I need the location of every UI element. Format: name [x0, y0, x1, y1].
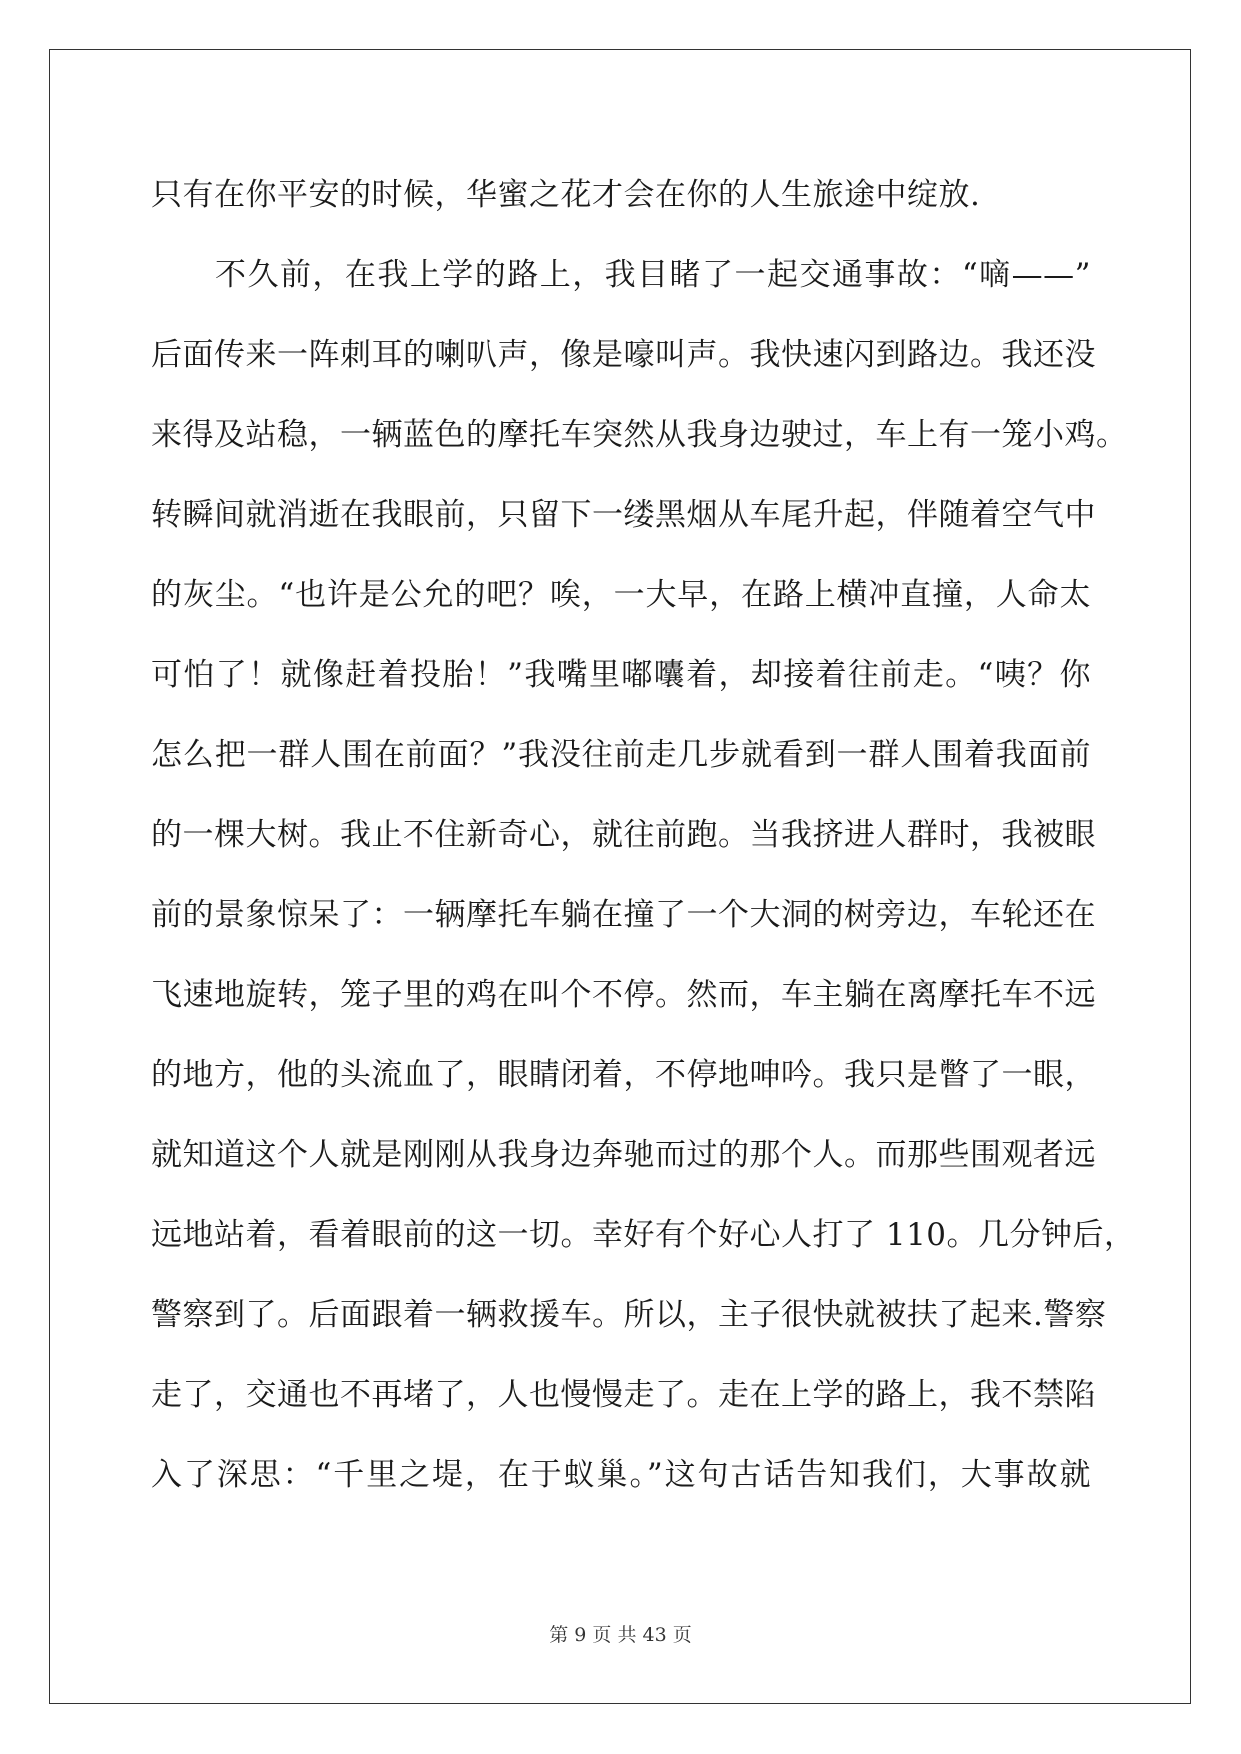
- page-footer: 第 9 页 共 43 页: [549, 1624, 692, 1646]
- text-line: 后面传来一阵刺耳的喇叭声，像是嚎叫声。我快速闪到路边。我还没: [151, 337, 1096, 373]
- text-line: 只有在你平安的时候，华蜜之花才会在你的人生旅途中绽放.: [151, 177, 981, 213]
- text-line: 的地方，他的头流血了，眼睛闭着，不停地呻吟。我只是瞥了一眼，: [151, 1057, 1096, 1093]
- text-line: 可怕了！就像赶着投胎！”我嘴里嘟囔着，却接着往前走。“咦？你: [151, 657, 1091, 693]
- text-line: 警察到了。后面跟着一辆救援车。所以，主子很快就被扶了起来.警察: [151, 1297, 1107, 1333]
- text-line: 怎么把一群人围在前面？”我没往前走几步就看到一群人围着我面前: [151, 737, 1091, 773]
- text-line: 前的景象惊呆了：一辆摩托车躺在撞了一个大洞的树旁边，车轮还在: [151, 897, 1096, 933]
- text-line: 转瞬间就消逝在我眼前，只留下一缕黑烟从车尾升起，伴随着空气中: [151, 497, 1096, 533]
- text-line: 远地站着，看着眼前的这一切。幸好有个好心人打了 110。几分钟后，: [151, 1217, 1136, 1253]
- text-line: 走了，交通也不再堵了，人也慢慢走了。走在上学的路上，我不禁陷: [151, 1377, 1096, 1413]
- text-line: 就知道这个人就是刚刚从我身边奔驰而过的那个人。而那些围观者远: [151, 1137, 1096, 1173]
- text-line: 入了深思：“千里之堤，在于蚁巢。”这句古话告知我们，大事故就: [151, 1457, 1091, 1493]
- text-line: 来得及站稳，一辆蓝色的摩托车突然从我身边驶过，车上有一笼小鸡。: [151, 417, 1128, 453]
- text-line: 的一棵大树。我止不住新奇心，就往前跑。当我挤进人群时，我被眼: [151, 817, 1096, 853]
- text-line: 的灰尘。“也许是公允的吧？唉，一大早，在路上横冲直撞，人命太: [151, 577, 1091, 613]
- text-line: 飞速地旋转，笼子里的鸡在叫个不停。然而，车主躺在离摩托车不远: [151, 977, 1096, 1013]
- document-body: [151, 166, 1136, 1526]
- text-line: 不久前，在我上学的路上，我目睹了一起交通事故：“嘀——”: [215, 257, 1091, 293]
